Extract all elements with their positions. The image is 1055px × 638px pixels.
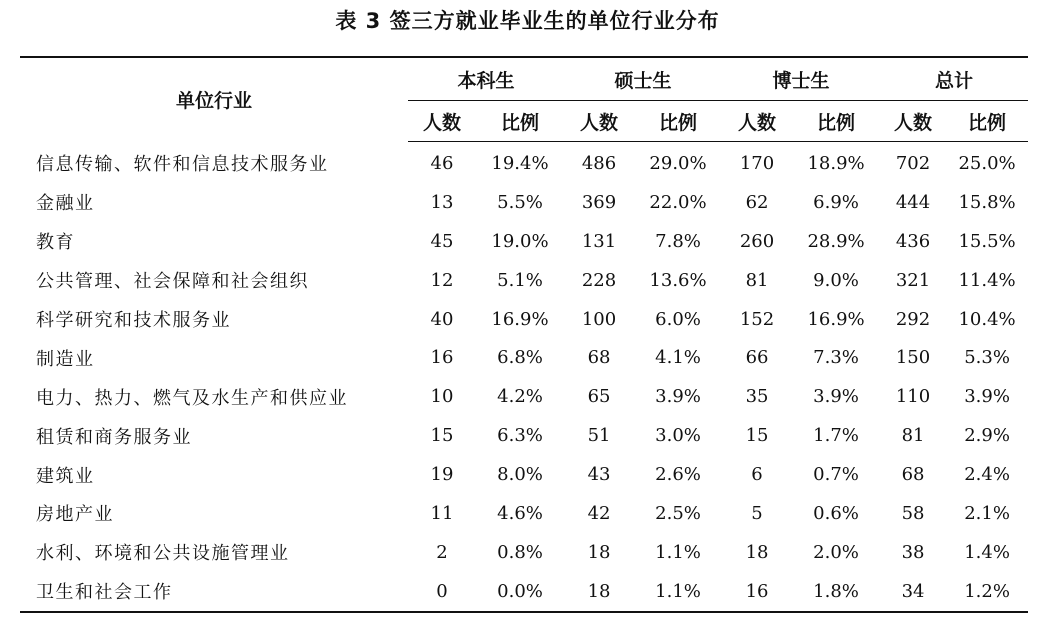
doctoral-ratio-cell: 2.0% — [813, 541, 859, 563]
master-count-cell: 18 — [564, 572, 634, 612]
total-count-cell: 110 — [895, 386, 931, 408]
table-row — [20, 261, 1028, 300]
count-header: 人数 — [408, 101, 476, 142]
total-ratio-cell: 11.4% — [958, 269, 1016, 291]
master-count-cell: 486 — [581, 152, 617, 174]
table-row — [20, 533, 1028, 572]
total-count-cell: 436 — [895, 230, 931, 252]
industry-name-cell: 信息传输、软件和信息技术服务业 — [36, 154, 329, 176]
table-row — [20, 142, 1028, 183]
total-count-cell: 150 — [895, 347, 931, 369]
doctoral-ratio-cell: 7.3% — [813, 347, 859, 369]
ratio-header: 比例 — [946, 101, 1028, 142]
total-ratio-cell: 5.3% — [964, 347, 1010, 369]
table-row — [20, 416, 1028, 455]
table-row — [20, 338, 1028, 377]
undergrad-ratio-cell: 6.3% — [497, 425, 543, 447]
total-ratio-cell: 2.9% — [964, 425, 1010, 447]
total-count-cell: 292 — [895, 308, 931, 330]
doctoral-ratio-cell: 0.6% — [813, 502, 859, 524]
master-ratio-cell: 3.0% — [655, 425, 701, 447]
master-ratio-cell: 6.0% — [655, 308, 701, 330]
industry-name-cell: 制造业 — [36, 348, 95, 370]
undergraduate-header: 本科生 — [408, 57, 564, 101]
total-header: 总计 — [880, 57, 1028, 101]
industry-column-header: 单位行业 — [20, 57, 408, 142]
master-count-cell: 43 — [587, 464, 611, 486]
table-row — [20, 222, 1028, 261]
count-header: 人数 — [722, 101, 792, 142]
master-count-cell: 51 — [587, 425, 611, 447]
master-ratio-cell: 13.6% — [649, 269, 707, 291]
master-count-cell: 65 — [587, 386, 611, 408]
master-count-cell: 18 — [587, 541, 611, 563]
doctoral-ratio-cell: 28.9% — [807, 230, 865, 252]
doctoral-count-cell: 5 — [751, 502, 763, 524]
undergrad-ratio-cell: 4.6% — [497, 502, 543, 524]
doctoral-count-cell: 152 — [739, 308, 775, 330]
master-header: 硕士生 — [564, 57, 722, 101]
undergrad-count-cell: 16 — [430, 347, 454, 369]
undergrad-count-cell: 2 — [436, 541, 448, 563]
table-row — [20, 572, 1028, 612]
undergrad-ratio-cell: 8.0% — [497, 464, 543, 486]
total-ratio-cell: 10.4% — [958, 308, 1016, 330]
doctoral-count-cell: 66 — [745, 347, 769, 369]
undergrad-count-cell: 11 — [430, 502, 454, 524]
undergrad-ratio-cell: 4.2% — [497, 386, 543, 408]
undergrad-ratio-cell: 19.4% — [491, 152, 549, 174]
master-ratio-cell: 3.9% — [655, 386, 701, 408]
total-ratio-cell: 2.4% — [964, 464, 1010, 486]
master-count-cell: 228 — [581, 269, 617, 291]
undergrad-count-cell: 19 — [430, 464, 454, 486]
industry-name-cell: 建筑业 — [36, 465, 95, 487]
total-count-cell: 444 — [895, 191, 931, 213]
undergrad-count-cell: 15 — [430, 425, 454, 447]
doctoral-count-cell: 6 — [751, 464, 763, 486]
master-count-cell: 369 — [581, 191, 617, 213]
undergrad-ratio-cell: 5.1% — [497, 269, 543, 291]
doctoral-count-cell: 16 — [722, 572, 792, 612]
industry-name-cell: 科学研究和技术服务业 — [36, 310, 231, 331]
total-ratio-cell: 15.5% — [958, 230, 1016, 252]
doctoral-count-cell: 260 — [739, 230, 775, 252]
total-count-cell: 702 — [895, 152, 931, 174]
undergrad-ratio-cell: 19.0% — [491, 230, 549, 252]
table-row — [20, 183, 1028, 222]
undergrad-count-cell: 0 — [408, 572, 476, 612]
total-ratio-cell: 15.8% — [958, 191, 1016, 213]
doctoral-ratio-cell: 16.9% — [807, 308, 865, 330]
undergrad-ratio-cell: 5.5% — [497, 191, 543, 213]
total-count-cell: 81 — [901, 425, 925, 447]
master-count-cell: 100 — [581, 308, 617, 330]
count-header: 人数 — [880, 101, 946, 142]
table-row — [20, 455, 1028, 494]
master-ratio-cell: 4.1% — [655, 347, 701, 369]
doctoral-count-cell: 81 — [745, 269, 769, 291]
doctoral-count-cell: 15 — [745, 425, 769, 447]
doctoral-count-cell: 18 — [745, 541, 769, 563]
master-ratio-cell: 2.5% — [655, 502, 701, 524]
doctoral-ratio-cell: 18.9% — [807, 152, 865, 174]
doctoral-ratio-cell: 1.7% — [813, 425, 859, 447]
ratio-header: 比例 — [634, 101, 722, 142]
master-ratio-cell: 29.0% — [649, 152, 707, 174]
undergrad-count-cell: 13 — [430, 191, 454, 213]
table-title: 表 3 签三方就业毕业生的单位行业分布 — [335, 9, 720, 33]
master-count-cell: 68 — [587, 347, 611, 369]
industry-name-cell: 租赁和商务服务业 — [36, 426, 192, 448]
doctoral-count-cell: 170 — [739, 152, 775, 174]
table-row — [20, 300, 1028, 339]
total-ratio-cell: 3.9% — [964, 386, 1010, 408]
master-ratio-cell: 1.1% — [655, 541, 701, 563]
ratio-header: 比例 — [792, 101, 880, 142]
total-count-cell: 34 — [880, 572, 946, 612]
total-count-cell: 68 — [901, 464, 925, 486]
industry-name-cell: 公共管理、社会保障和社会组织 — [36, 271, 309, 293]
doctoral-ratio-cell: 0.7% — [813, 464, 859, 486]
total-count-cell: 58 — [901, 502, 925, 524]
doctoral-ratio-cell: 9.0% — [813, 269, 859, 291]
total-ratio-cell: 1.4% — [964, 541, 1010, 563]
undergrad-count-cell: 40 — [430, 308, 454, 330]
doctoral-count-cell: 35 — [745, 386, 769, 408]
industry-name-cell: 卫生和社会工作 — [20, 572, 408, 612]
undergrad-ratio-cell: 0.8% — [497, 541, 543, 563]
doctoral-ratio-cell: 1.8% — [792, 572, 880, 612]
doctoral-ratio-cell: 3.9% — [813, 386, 859, 408]
master-count-cell: 42 — [587, 502, 611, 524]
undergrad-count-cell: 12 — [430, 269, 454, 291]
table-row — [20, 494, 1028, 533]
table-row — [20, 377, 1028, 416]
total-ratio-cell: 2.1% — [964, 502, 1010, 524]
industry-name-cell: 电力、热力、燃气及水生产和供应业 — [36, 387, 348, 409]
total-count-cell: 321 — [895, 269, 931, 291]
master-ratio-cell: 22.0% — [649, 191, 707, 213]
ratio-header: 比例 — [476, 101, 564, 142]
undergrad-count-cell: 45 — [430, 230, 454, 252]
master-ratio-cell: 7.8% — [655, 230, 701, 252]
industry-name-cell: 教育 — [36, 232, 75, 254]
industry-name-cell: 水利、环境和公共设施管理业 — [36, 543, 290, 565]
doctoral-count-cell: 62 — [745, 191, 769, 213]
doctoral-header: 博士生 — [722, 57, 880, 101]
undergrad-ratio-cell: 16.9% — [491, 308, 549, 330]
industry-name-cell: 房地产业 — [36, 504, 114, 526]
table-body — [20, 142, 1028, 612]
master-ratio-cell: 1.1% — [634, 572, 722, 612]
master-ratio-cell: 2.6% — [655, 464, 701, 486]
total-ratio-cell: 25.0% — [958, 152, 1016, 174]
undergrad-count-cell: 10 — [430, 386, 454, 408]
master-count-cell: 131 — [581, 230, 617, 252]
industry-name-cell: 金融业 — [36, 193, 95, 215]
undergrad-ratio-cell: 6.8% — [497, 347, 543, 369]
total-ratio-cell: 1.2% — [946, 572, 1028, 612]
industry-distribution-table — [20, 56, 1028, 613]
undergrad-ratio-cell: 0.0% — [476, 572, 564, 612]
doctoral-ratio-cell: 6.9% — [813, 191, 859, 213]
count-header: 人数 — [564, 101, 634, 142]
undergrad-count-cell: 46 — [430, 152, 454, 174]
total-count-cell: 38 — [901, 541, 925, 563]
